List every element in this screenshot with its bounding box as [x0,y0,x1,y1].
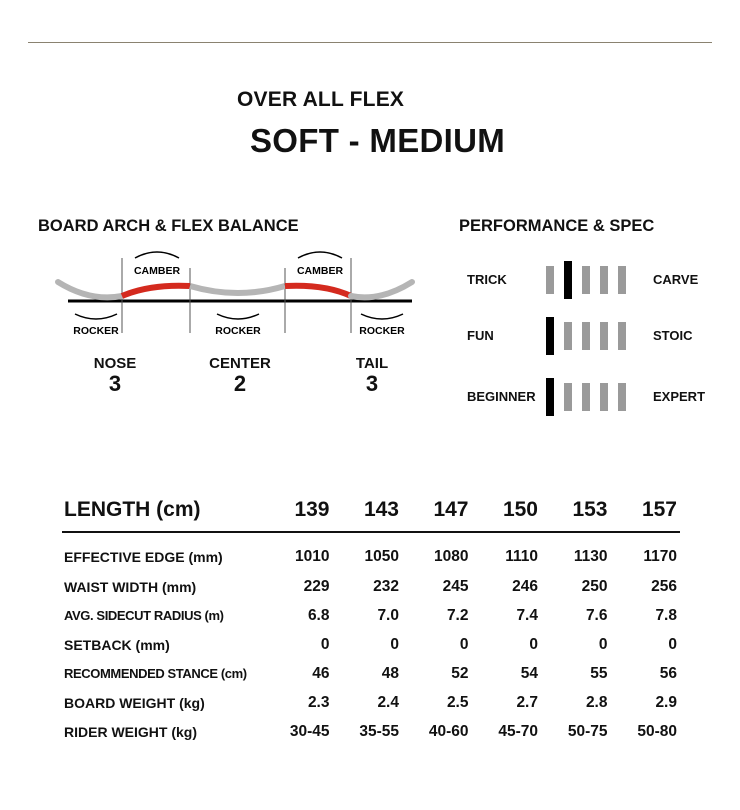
performance-section-title: PERFORMANCE & SPEC [459,217,655,235]
perf-scale-beginner-expert [546,383,636,416]
zone-label: TAIL [355,355,389,372]
camber-tail-profile [285,286,351,296]
spec-row-label: RIDER WEIGHT (kg) [64,723,197,740]
perf-scale-fun-stoic [546,322,636,355]
spec-cell: 7.8 [655,606,677,624]
spec-cell: 7.2 [446,606,469,624]
camber-label-nose: CAMBER [133,265,181,277]
spec-cell: 256 [651,577,677,595]
spec-row-label: AVG. SIDECUT RADIUS (m) [64,608,224,623]
perf-right-label: CARVE [653,272,699,287]
spec-cell: 0 [320,635,330,653]
table-row [62,688,680,717]
spec-cell: 48 [381,664,399,682]
spec-cell: 40-60 [428,722,469,740]
rocker-center-profile [190,286,285,293]
spec-cell: 45-70 [498,722,538,740]
perf-scale-trick-carve [546,266,636,299]
perf-level-tick [618,383,626,411]
spec-cell: 52 [451,664,469,682]
spec-cell: 2.5 [446,693,469,711]
rocker-label-nose: ROCKER [73,325,119,337]
spec-cell: 1170 [643,547,677,565]
spec-cell: 35-55 [359,722,399,740]
table-row [62,630,680,659]
spec-row-label: BOARD WEIGHT (kg) [64,694,205,711]
length-header: LENGTH (cm) [64,498,201,521]
spec-cell: 46 [312,664,330,682]
spec-cell: 250 [581,577,608,595]
perf-level-marker [564,261,572,299]
zone-value: 3 [365,370,379,396]
perf-level-tick [582,322,590,350]
length-column-header: 143 [363,498,399,521]
spec-cell: 1080 [434,547,469,565]
spec-cell: 2.7 [516,693,538,711]
spec-cell: 56 [659,664,677,682]
spec-cell: 0 [390,635,399,653]
length-column-header: 147 [433,498,469,521]
spec-row-label: EFFECTIVE EDGE (mm) [64,548,223,565]
spec-cell: 50-80 [637,722,677,740]
camber-nose-profile [122,286,190,296]
perf-level-tick [600,322,608,350]
table-row [62,572,680,601]
spec-row-label: SETBACK (mm) [64,636,170,653]
zone-value: 2 [233,370,247,396]
zone-center [195,356,285,395]
spec-cell: 0 [459,635,469,653]
rocker-tail-profile [351,282,412,297]
rocker-label-tail: ROCKER [359,325,405,337]
arch-section-title: BOARD ARCH & FLEX BALANCE [38,217,299,235]
length-column-header: 139 [294,498,330,521]
spec-row-label: WAIST WIDTH (mm) [64,578,197,595]
perf-level-tick [546,266,554,294]
spec-cell: 246 [512,577,538,595]
spec-cell: 2.9 [655,693,677,711]
perf-level-tick [582,266,590,294]
perf-level-marker [546,317,554,355]
length-column-header: 150 [502,498,538,521]
zone-label: NOSE [93,355,137,372]
camber-label-tail: CAMBER [296,265,344,277]
spec-cell: 1010 [295,547,330,565]
spec-header-row [62,495,680,532]
perf-right-label: STOIC [653,328,693,343]
spec-cell: 229 [303,577,330,595]
rocker-label-center: ROCKER [215,325,261,337]
spec-cell: 54 [520,664,538,682]
zone-nose [80,356,150,395]
spec-cell: 50-75 [567,722,608,740]
spec-cell: 1050 [364,547,399,565]
perf-level-tick [618,266,626,294]
spec-cell: 245 [442,577,469,595]
camber-arc-icon [135,252,179,258]
zone-tail [337,356,407,395]
spec-cell: 7.0 [377,606,399,624]
spec-cell: 55 [590,664,608,682]
length-column-header: 153 [572,498,608,521]
perf-level-tick [564,322,572,350]
spec-cell: 1130 [573,547,608,565]
spec-cell: 7.6 [585,606,608,624]
perf-left-label: BEGINNER [467,389,536,404]
perf-level-tick [618,322,626,350]
table-row [62,601,680,630]
spec-cell: 0 [668,635,677,653]
table-row [62,659,680,688]
rocker-arc-icon [361,314,403,319]
zone-label: CENTER [209,355,271,372]
spec-table-body [62,532,680,746]
spec-cell: 7.4 [516,606,538,624]
board-arch-diagram [40,238,420,348]
zone-value: 3 [108,370,122,396]
spec-cell: 2.4 [377,693,399,711]
rocker-arc-icon [217,314,259,319]
top-divider [28,42,712,43]
spec-table [62,495,680,746]
spec-cell: 2.8 [585,693,608,711]
spec-cell: 2.3 [307,693,330,711]
length-column-header: 157 [641,498,677,521]
spec-cell: 232 [373,577,399,595]
spec-cell: 6.8 [307,606,330,624]
perf-left-label: FUN [467,328,494,343]
spec-cell: 1110 [505,547,538,565]
overall-flex-label: OVER ALL FLEX [237,88,405,111]
table-row [62,717,680,746]
perf-level-tick [564,383,572,411]
table-row [62,532,680,572]
spec-cell: 0 [529,635,538,653]
perf-level-tick [582,383,590,411]
perf-level-tick [600,266,608,294]
overall-flex-value: SOFT - MEDIUM [250,122,506,159]
perf-left-label: TRICK [467,272,507,287]
camber-arc-icon [298,252,342,258]
spec-row-label: RECOMMENDED STANCE (cm) [64,666,247,681]
spec-cell: 30-45 [289,722,330,740]
perf-right-label: EXPERT [653,389,706,404]
rocker-nose-profile [58,282,122,297]
perf-level-marker [546,378,554,416]
rocker-arc-icon [75,314,117,319]
spec-cell: 0 [598,635,608,653]
perf-level-tick [600,383,608,411]
